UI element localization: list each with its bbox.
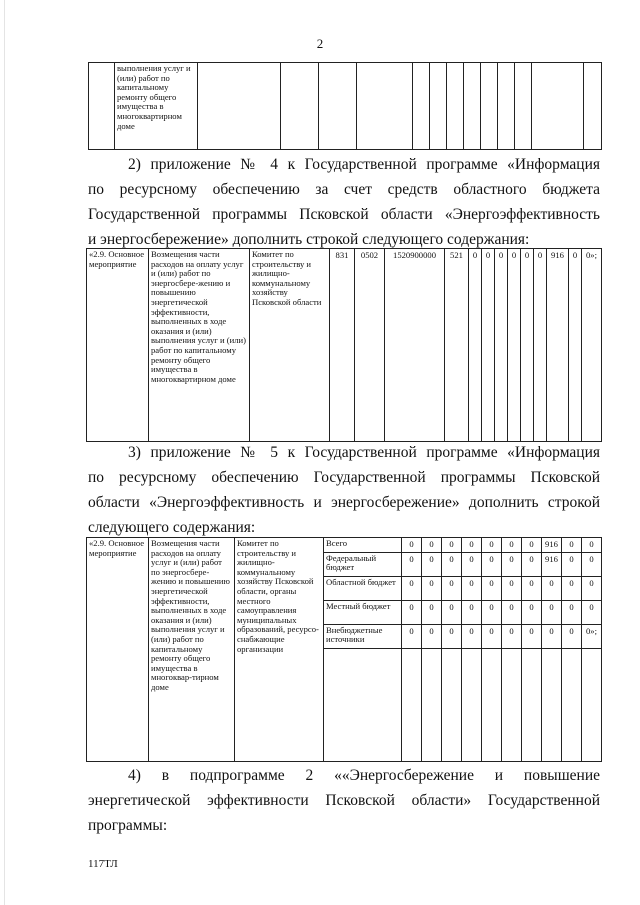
value-cell: 0	[422, 552, 442, 576]
value-cell: 0	[542, 624, 562, 648]
paragraph-2	[88, 152, 600, 252]
value-cell: 0	[469, 249, 482, 442]
value-cell: 0	[402, 576, 422, 600]
funding-source-label: Местный бюджет	[324, 600, 402, 624]
value-cell: 0	[542, 576, 562, 600]
code-cell: 1520900000	[385, 249, 445, 442]
cell	[464, 63, 481, 150]
cell	[584, 63, 602, 150]
value-cell: 0	[402, 538, 422, 553]
paragraph-line: 2) приложение № 4 к Государственной программе «Информация	[128, 156, 600, 173]
value-cell: 0	[402, 600, 422, 624]
cell	[522, 648, 542, 761]
cell	[532, 63, 584, 150]
paragraph-4	[88, 763, 600, 838]
cell-description: выполнения услуг и (или) работ по капитальному ремонту общего имущества в многоквартирном доме	[115, 63, 198, 150]
value-cell: 0	[562, 600, 582, 624]
cell	[502, 648, 522, 761]
paragraph-3	[88, 440, 600, 540]
value-cell: 0	[482, 576, 502, 600]
code-cell: 831	[330, 249, 355, 442]
value-cell: 0	[462, 576, 482, 600]
cell	[281, 63, 319, 150]
cell	[447, 63, 464, 150]
value-cell: 0	[582, 552, 602, 576]
paragraph-line: программы:	[88, 817, 168, 834]
value-cell: 916	[547, 249, 569, 442]
value-cell: 0»;	[582, 249, 602, 442]
value-cell: 0	[502, 600, 522, 624]
measure-name: Возмещения части расходов на оплату услуг и (или) работ по энергосбере-жению и повышению энергетической эффективности, выполненных в ходе оказания и (или) выполнения услуг и (или) работ по капитальному ремонту общего имущества в многоквартирном доме	[149, 249, 250, 442]
measure-executor: Комитет по строительству и жилищно-коммунальному хозяйству Псковской области	[250, 249, 330, 442]
measure-number: «2.9. Основное мероприятие	[87, 249, 149, 442]
cell	[413, 63, 430, 150]
value-cell: 0	[582, 576, 602, 600]
value-cell: 0	[522, 624, 542, 648]
value-cell: 0	[462, 624, 482, 648]
value-cell: 0»;	[582, 624, 602, 648]
value-cell: 0	[562, 576, 582, 600]
value-cell: 0	[522, 600, 542, 624]
value-cell: 0	[442, 552, 462, 576]
value-cell: 0	[402, 552, 422, 576]
measure-name: Возмещения части расходов на оплату услуг и (или) работ по энергосбере-жению и повышению энергетической эффективности, выполненных в ходе оказания и (или) выполнения услуг и (или) работ по капитальному ремонту общего имущества в многоквар-тирном доме	[149, 538, 235, 762]
document-code: 117ТЛ	[88, 858, 118, 870]
cell	[422, 648, 442, 761]
value-cell: 0	[569, 249, 582, 442]
page-number: 2	[316, 36, 324, 51]
cell	[324, 648, 402, 761]
value-cell: 0	[422, 600, 442, 624]
cell	[357, 63, 413, 150]
value-cell: 0	[522, 538, 542, 553]
value-cell: 0	[508, 249, 521, 442]
paragraph-line: энергетической эффективности Псковской области» Государственной	[88, 792, 600, 809]
code-cell: 0502	[355, 249, 385, 442]
table-continuation	[88, 62, 602, 150]
value-cell: 0	[422, 538, 442, 553]
cell	[482, 648, 502, 761]
funding-source-label: Всего	[324, 538, 402, 553]
cell	[319, 63, 357, 150]
value-cell: 0	[442, 538, 462, 553]
value-cell: 0	[502, 624, 522, 648]
cell	[89, 63, 115, 150]
value-cell: 0	[562, 624, 582, 648]
value-cell: 0	[582, 538, 602, 553]
funding-source-label: Федеральный бюджет	[324, 552, 402, 576]
value-cell: 0	[482, 538, 502, 553]
value-cell: 0	[442, 600, 462, 624]
paragraph-line: 3) приложение № 5 к Государственной программе «Информация	[128, 444, 600, 461]
value-cell: 0	[462, 538, 482, 553]
value-cell: 916	[542, 538, 562, 553]
value-cell: 0	[482, 600, 502, 624]
cell	[498, 63, 515, 150]
value-cell: 0	[422, 624, 442, 648]
value-cell: 0	[462, 552, 482, 576]
paragraph-line: по ресурсному обеспечению за счет средств областного бюджета	[88, 181, 600, 198]
measure-executor: Комитет по строительству и жилищно-коммунальному хозяйству Псковской области, органы местного самоуправления муниципальных образований, ресурсо-снабжающие организации	[235, 538, 324, 762]
value-cell: 0	[521, 249, 534, 442]
value-cell: 0	[562, 552, 582, 576]
value-cell: 0	[522, 576, 542, 600]
paragraph-line: и энергосбережение» дополнить строкой следующего содержания:	[88, 231, 530, 248]
cell	[515, 63, 532, 150]
cell	[430, 63, 447, 150]
value-cell: 0	[502, 576, 522, 600]
value-cell: 0	[522, 552, 542, 576]
value-cell: 0	[402, 624, 422, 648]
cell	[462, 648, 482, 761]
cell	[582, 648, 602, 761]
cell	[562, 648, 582, 761]
value-cell: 0	[562, 538, 582, 553]
value-cell: 0	[534, 249, 547, 442]
cell	[481, 63, 498, 150]
paragraph-line: 4) в подпрограмме 2 ««Энергосбережение и повышение	[128, 767, 600, 784]
value-cell: 0	[422, 576, 442, 600]
table-appendix-5-row	[86, 537, 602, 762]
code-cell: 521	[445, 249, 469, 442]
funding-source-label: Областной бюджет	[324, 576, 402, 600]
cell	[542, 648, 562, 761]
cell	[442, 648, 462, 761]
value-cell: 0	[442, 624, 462, 648]
value-cell: 0	[462, 600, 482, 624]
value-cell: 916	[542, 552, 562, 576]
paragraph-line: области «Энергоэффективность и энергосбережение» дополнить строкой	[88, 494, 600, 511]
value-cell: 0	[582, 600, 602, 624]
cell	[198, 63, 281, 150]
value-cell: 0	[482, 249, 495, 442]
scan-edge	[4, 0, 5, 905]
cell	[402, 648, 422, 761]
value-cell: 0	[542, 600, 562, 624]
paragraph-line: следующего содержания:	[88, 519, 256, 536]
value-cell: 0	[495, 249, 508, 442]
value-cell: 0	[482, 552, 502, 576]
value-cell: 0	[442, 576, 462, 600]
value-cell: 0	[502, 538, 522, 553]
value-cell: 0	[502, 552, 522, 576]
paragraph-line: Государственной программы Псковской области «Энергоэффективность	[88, 206, 600, 223]
paragraph-line: по ресурсному обеспечению Государственной программы Псковской	[88, 469, 600, 486]
funding-source-label: Внебюджетные источники	[324, 624, 402, 648]
measure-number: «2.9. Основное мероприятие	[87, 538, 149, 762]
table-appendix-4-row	[86, 248, 602, 442]
value-cell: 0	[482, 624, 502, 648]
